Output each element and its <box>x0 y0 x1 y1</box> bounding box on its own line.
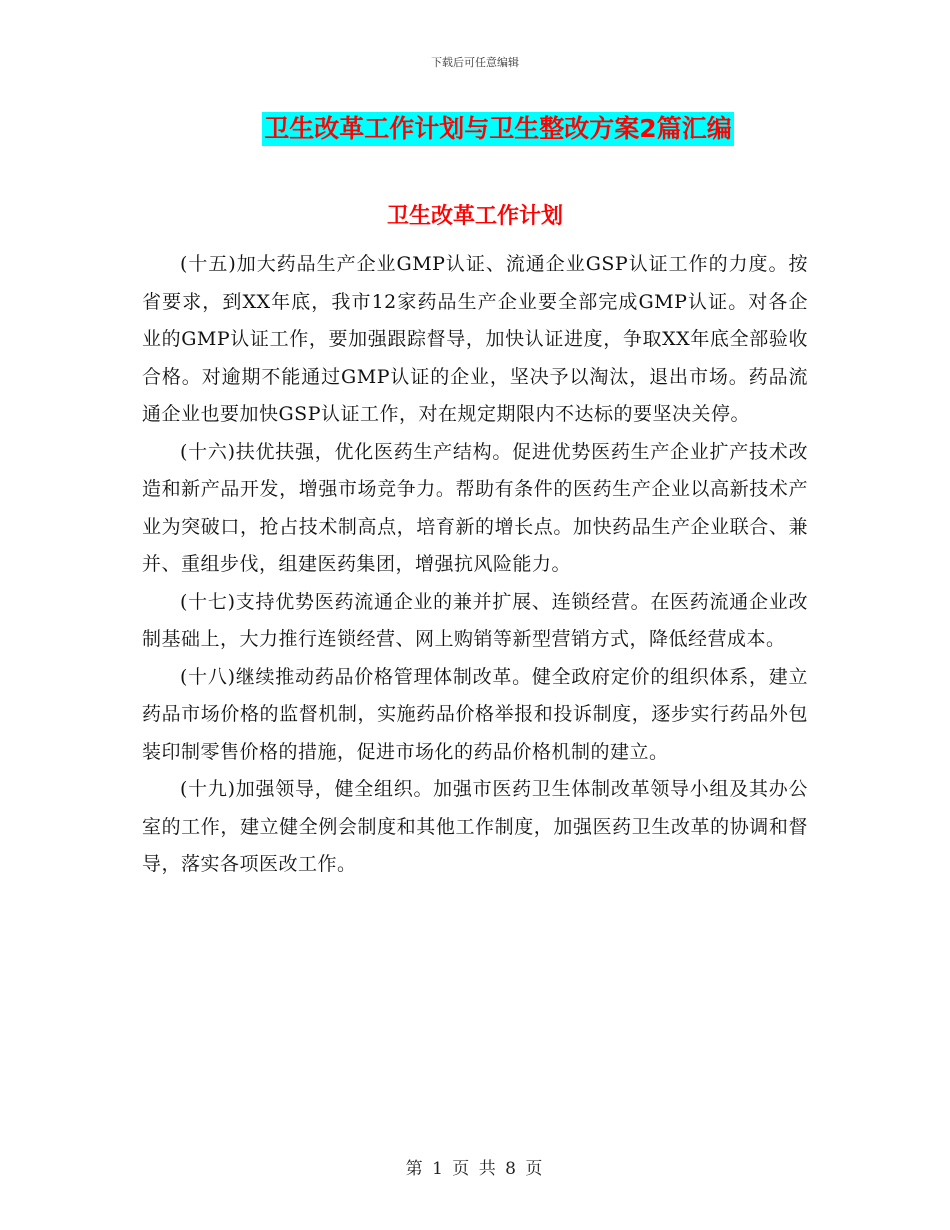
paragraph-16: (十六)扶优扶强，优化医药生产结构。促进优势医药生产企业扩产技术改造和新产品开发，增强市场竞争力。帮助有条件的医药生产企业以高新技术产业为突破口，抢占技术制高点，培育新的增长点。加快药品生产企业联合、兼并、重组步伐，组建医药集团，增强抗风险能力。 <box>142 440 808 575</box>
document-body <box>142 246 808 884</box>
paragraph-19: (十九)加强领导，健全组织。加强市医药卫生体制改革领导小组及其办公室的工作，建立健全例会制度和其他工作制度，加强医药卫生改革的协调和督导，落实各项医改工作。 <box>142 778 808 875</box>
paragraph-15: (十五)加大药品生产企业GMP认证、流通企业GSP认证工作的力度。按省要求，到XX年底，我市12家药品生产企业要全部完成GMP认证。对各企业的GMP认证工作，要加强跟踪督导，加快认证进度，争取XX年底全部验收合格。对逾期不能通过GMP认证的企业，坚决予以淘汰，退出市场。药品流通企业也要加快GSP认证工作，对在规定期限内不达标的要坚决关停。 <box>142 253 808 425</box>
document-title: 卫生改革工作计划与卫生整改方案2篇汇编 <box>262 112 733 146</box>
header-note: 下载后可任意编辑 <box>431 56 519 69</box>
page-footer: 第 1 页 共 8 页 <box>405 1159 545 1179</box>
section-title: 卫生改革工作计划 <box>386 204 563 229</box>
document-title-container <box>0 112 950 146</box>
paragraph-17: (十七)支持优势医药流通企业的兼并扩展、连锁经营。在医药流通企业改制基础上，大力推行连锁经营、网上购销等新型营销方式，降低经营成本。 <box>142 590 808 650</box>
paragraph-18: (十八)继续推动药品价格管理体制改革。健全政府定价的组织体系，建立药品市场价格的监督机制，实施药品价格举报和投诉制度，逐步实行药品外包装印制零售价格的措施，促进市场化的药品价格机制的建立。 <box>142 665 808 763</box>
